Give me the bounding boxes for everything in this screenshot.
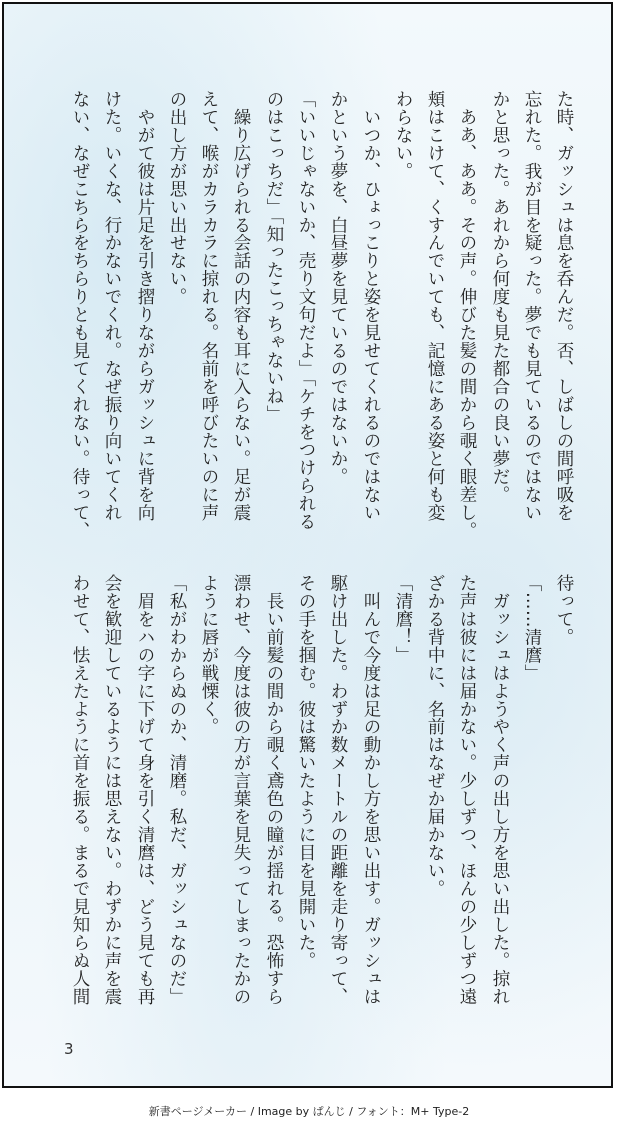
book-page bbox=[2, 2, 613, 1088]
text-column: やがて彼は片足を引き摺りながらガッシュに背を向 bbox=[135, 90, 155, 522]
text-column: わらない。 bbox=[393, 90, 413, 180]
text-column: けた。いくな、行かないでくれ。なぜ振り向いてくれ bbox=[102, 90, 122, 522]
page-number: 3 bbox=[64, 1040, 74, 1058]
text-column: ように唇が戦慄く。 bbox=[199, 574, 219, 736]
text-column: ざかる背中に、名前はなぜか届かない。 bbox=[425, 574, 445, 898]
text-column: 忘れた。我が目を疑った。夢でも見ているのではない bbox=[522, 90, 542, 522]
text-column: えて、喉がカラカラに掠れる。名前を呼びたいのに声 bbox=[199, 90, 219, 522]
text-column: 駆け出した。わずか数メートルの距離を走り寄って、 bbox=[328, 574, 348, 1006]
text-column: 会を歓迎しているようには思えない。わずかに声を震 bbox=[102, 574, 122, 1006]
text-column: 「……清麿」 bbox=[522, 574, 542, 682]
text-column: かという夢を、白昼夢を見ているのではないか。 bbox=[328, 90, 348, 486]
text-column: 「いいじゃないか、売り文句だよ」「ケチをつけられる bbox=[296, 90, 316, 531]
text-column: その手を掴む。彼は驚いたように目を見開いた。 bbox=[296, 574, 316, 970]
text-column: 待って。 bbox=[554, 574, 574, 646]
text-column: 眉をハの字に下げて身を引く清麿は、どう見ても再 bbox=[135, 574, 155, 1006]
text-column: 頬はこけて、くすんでいても、記憶にある姿と何も変 bbox=[425, 90, 445, 522]
text-column: ない、なぜこちらをちらりとも見てくれない。待って、 bbox=[70, 90, 90, 540]
credit-line: 新書ページメーカー / Image by ぱんじ / フォント：M+ Type-2 bbox=[148, 1105, 470, 1118]
text-column: の出し方が思い出せない。 bbox=[167, 90, 187, 306]
text-column: わせて、怯えたように首を振る。まるで見知らぬ人間 bbox=[70, 574, 90, 1006]
text-column: た時、ガッシュは息を呑んだ。否、しばしの間呼吸を bbox=[554, 90, 574, 522]
text-column: 長い前髪の間から覗く鳶色の瞳が揺れる。恐怖すら bbox=[264, 574, 284, 1006]
text-column: いつか、ひょっこりと姿を見せてくれるのではない bbox=[361, 90, 381, 522]
text-column: ガッシュはようやく声の出し方を思い出した。掠れ bbox=[490, 574, 510, 1006]
text-column: のはこっちだ」「知ったこっちゃないね」 bbox=[264, 90, 284, 423]
text-column: 漂わせ、今度は彼の方が言葉を見失ってしまったかの bbox=[231, 574, 251, 1006]
text-column: 「清麿！」 bbox=[393, 574, 413, 664]
text-column: 「私がわからぬのか、清磨。私だ、ガッシュなのだ」 bbox=[167, 574, 187, 1006]
text-column: かと思った。あれから何度も見た都合の良い夢だ。 bbox=[490, 90, 510, 504]
text-column: 叫んで今度は足の動かし方を思い出す。ガッシュは bbox=[361, 574, 381, 1006]
text-column: ああ、ああ。その声。伸びた髪の間から覗く眼差し。 bbox=[457, 90, 477, 540]
text-column: た声は彼には届かない。少しずつ、ほんの少しずつ遠 bbox=[457, 574, 477, 1006]
text-column: 繰り広げられる会話の内容も耳に入らない。足が震 bbox=[231, 90, 251, 522]
